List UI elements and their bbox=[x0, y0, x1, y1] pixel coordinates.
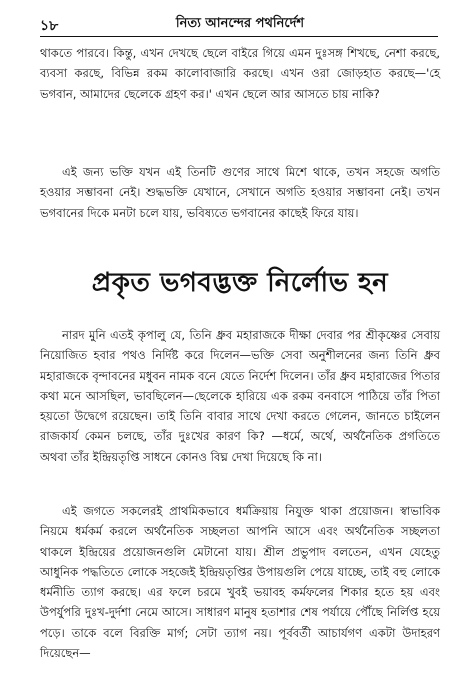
chapter-title: প্রকৃত ভগবদ্ভক্ত নির্লোভ হন bbox=[91, 268, 389, 298]
paragraph-1: থাকতে পারবে। কিন্তু, এখন দেখছে ছেলে বাইরে গিয়ে এমন দুঃসঙ্গ শিখছে, নেশা করছে, ব্যবসা করছে, বিভিন্ন রকম কালোবাজারি করছে। এখন ওরা জোড়হাত করছে—'হে ভগবান, আমাদের ছেলেকে গ্রহণ কর।' এখন ছেলে আর আসতে চায় নাকি? bbox=[40, 46, 440, 101]
paragraph-2 bbox=[40, 162, 440, 223]
paragraph-4 bbox=[40, 501, 440, 663]
page-number: ১৮ bbox=[40, 18, 59, 34]
paragraph-3-text: নারদ মুনি এতই কৃপালু যে, তিনি ধ্রুব মহারাজকে দীক্ষা দেবার পর শ্রীকৃষ্ণের সেবায় নিয়োজিত হবার পথও নির্দিষ্ট করে দিলেন—ভক্তি সেবা অনুশীলনের জন্য তিনি ধ্রুব মহারাজকে বৃন্দাবনের মধুবন নামক বনে যেতে নির্দেশ দিলেন। তাঁর ধ্রুব মহারাজের পিতার কথা মনে আসছিল, ভাবছিলেন—ছেলেকে হারিয়ে এক রকম বনবাসে পাঠিয়ে তাঁর পিতা হয়তো উদ্বেগে রয়েছেন। তাই তিনি বাবার সাথে দেখা করতে গেলেন, জানতে চাইলেন রাজকার্য কেমন চলছে, তাঁর দুঃখের কারণ কি? —ধর্মে, অর্থে, অর্থনৈতিক প্রগতিতে অথবা তাঁর ইন্দ্রিয়তৃপ্তি সাধনে কোনও বিঘ্ন দেখা দিয়েছে কি না। bbox=[40, 328, 440, 464]
paragraph-4-text: এই জগতে সকলেরই প্রাথমিকভাবে ধর্মক্রিয়ায় নিযুক্ত থাকা প্রয়োজন। স্বাভাবিক নিয়মে ধর্মকর্ম করলে অর্থনৈতিক সচ্ছলতা আপনি আসে এবং অর্থনৈতিক সচ্ছলতা থাকলে ইন্দ্রিয়ের প্রয়োজনগুলি মেটানো যায়। শ্রীল প্রভুপাদ বলতেন, এখন যেহেতু আধুনিক পদ্ধতিতে লোকে সহজেই ইন্দ্রিয়তৃপ্তির উপায়গুলি পেয়ে যাচ্ছে, তাই বহু লোকে ধর্মনীতি ত্যাগ করছে। এর ফলে চরমে খুবই ভয়াবহ কর্মফলের শিকার হতে হয় এবং উপর্যুপরি দুঃখ-দুর্দশা নেমে আসে। সাধারণ মানুষ হতাশার শেষ পর্যায়ে পৌঁছে নির্লিপ্ত হয়ে পড়ে। তাকে বলে বিরক্তি মার্গ; সেটা ত্যাগ নয়। পূর্ববর্তী আচার্যগণ একটা উদাহরণ দিয়েছেন— bbox=[40, 504, 440, 661]
paragraph-2-text: এই জন্য ভক্তি যখন এই তিনটি গুণের সাথে মিশে থাকে, তখন সহজে অগতি হওয়ার সম্ভাবনা নেই। শুদ্ধভক্তি যেখানে, সেখানে অগতি হওয়ার সম্ভাবনা নেই। তখন ভগবানের দিকে মনটা চলে যায়, ভবিষ্যতে ভগবানের কাছেই ফিরে যায়। bbox=[40, 165, 440, 220]
running-title: নিত্য আনন্দের পথনির্দেশ bbox=[175, 16, 305, 31]
header-rule bbox=[40, 36, 438, 37]
page-header bbox=[40, 14, 440, 36]
paragraph-3 bbox=[40, 325, 440, 467]
